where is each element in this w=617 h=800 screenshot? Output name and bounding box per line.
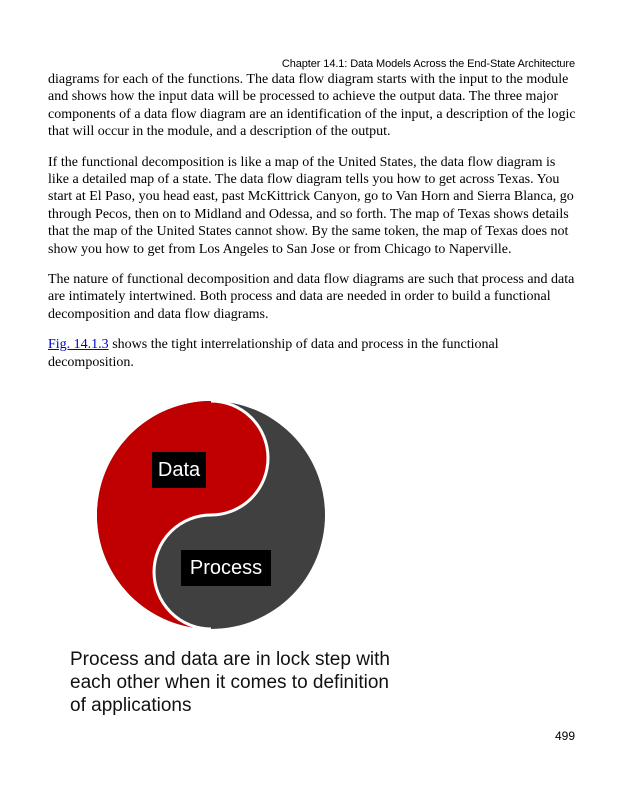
body-text: [48, 71, 578, 384]
yin-yang-figure: [95, 399, 327, 631]
paragraph-text: shows the tight interrelationship of data and process in the functional decomposition.: [48, 337, 499, 370]
figure-caption: Process and data are in lock step with each other when it comes to definition of applications: [70, 649, 391, 716]
process-label: Process: [181, 550, 271, 586]
yin-yang-graphic: [95, 399, 327, 631]
page-number: 499: [554, 729, 575, 743]
figure-link[interactable]: Fig. 14.1.3: [48, 337, 109, 353]
paragraph: diagrams for each of the functions. The data flow diagram starts with the input to the module and shows how the input data will be processed to achieve the output data. The three major components of a data flow diagram are an identification of the input, a description of the logic that will occur in the module, and a description of the output.: [48, 72, 576, 140]
data-label: Data: [152, 452, 206, 488]
paragraph: The nature of functional decomposition and data flow diagrams are such that process and data are intimately intertwined. Both process and data are needed in order to build a functional decomposition and data flow diagrams.: [48, 272, 575, 322]
paragraph-figure-reference: [48, 336, 578, 371]
paragraph: If the functional decomposition is like a map of the United States, the data flow diagram is like a detailed map of a state. The data flow diagram tells you how to get across Texas. You start at El Paso, you head east, past McKittrick Canyon, go to Van Horn and Sierra Blanca, go through Pecos, then on to Midland and Odessa, and so forth. The map of Texas shows details that the map of the United States cannot show. By the same token, the map of Texas does not show you how to get from Los Angeles to San Jose or from Chicago to Naperville.: [48, 154, 574, 257]
running-header: Chapter 14.1: Data Models Across the End-State Architecture: [281, 58, 575, 70]
